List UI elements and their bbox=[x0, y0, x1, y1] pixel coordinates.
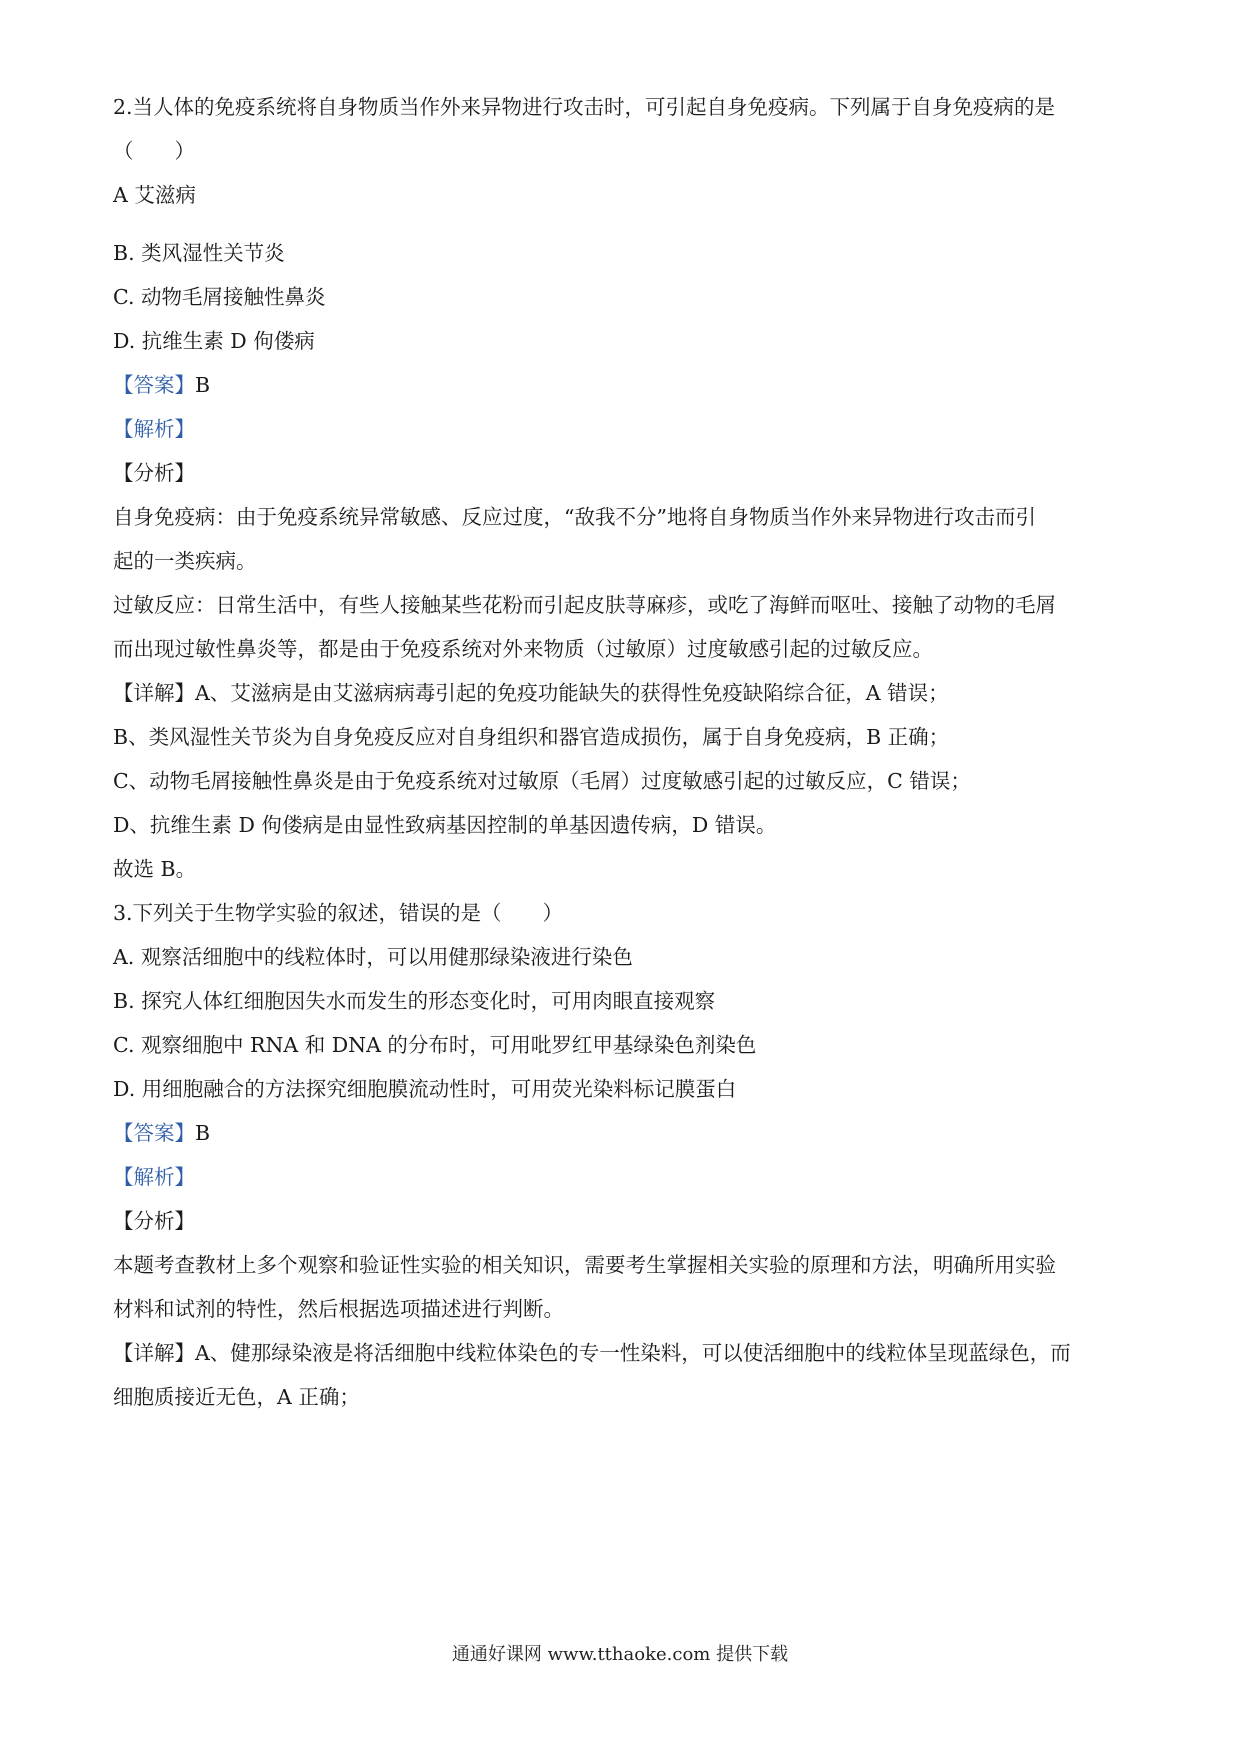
q3-jiexi-label: 【解析】 bbox=[113, 1165, 195, 1189]
q2-detail-line: C、动物毛屑接触性鼻炎是由于免疫系统对过敏原（毛屑）过度敏感引起的过敏反应，C 错误； bbox=[113, 769, 971, 793]
q3-option-a: A. 观察活细胞中的线粒体时，可以用健那绿染液进行染色 bbox=[113, 945, 633, 969]
q2-option-d: D. 抗维生素 D 佝偻病 bbox=[113, 329, 315, 353]
q3-option-c: C. 观察细胞中 RNA 和 DNA 的分布时，可用吡罗红甲基绿染色剂染色 bbox=[113, 1033, 757, 1057]
answer-label: 【答案】 bbox=[113, 373, 195, 397]
q3-detail-line: 细胞质接近无色，A 正确； bbox=[113, 1385, 360, 1409]
q3-answer bbox=[113, 1120, 210, 1147]
q3-option-d: D. 用细胞融合的方法探究细胞膜流动性时，可用荧光染料标记膜蛋白 bbox=[113, 1077, 737, 1101]
answer-label: 【答案】 bbox=[113, 1121, 195, 1145]
q2-blank: （ ） bbox=[113, 139, 195, 163]
q2-detail-line: 【详解】A、艾滋病是由艾滋病病毒引起的免疫功能缺失的获得性免疫缺陷综合征，A 错误； bbox=[113, 681, 949, 705]
q3-option-b: B. 探究人体红细胞因失水而发生的形态变化时，可用肉眼直接观察 bbox=[113, 989, 716, 1013]
page-footer: 通通好课网 www.tthaoke.com 提供下载 bbox=[451, 1644, 789, 1665]
q3-fenxi-label: 【分析】 bbox=[113, 1209, 195, 1233]
q2-fenxi-line: 起的一类疾病。 bbox=[113, 549, 257, 573]
q3-detail-line: 【详解】A、健那绿染液是将活细胞中线粒体染色的专一性染料，可以使活细胞中的线粒体呈现蓝绿色，而 bbox=[113, 1341, 1071, 1365]
q2-fenxi-label: 【分析】 bbox=[113, 461, 195, 485]
q2-jiexi-label: 【解析】 bbox=[113, 417, 195, 441]
answer-value: B bbox=[195, 1121, 211, 1145]
q2-answer bbox=[113, 372, 210, 399]
q2-stem: 2.当人体的免疫系统将自身物质当作外来异物进行攻击时，可引起自身免疫病。下列属于自身免疫病的是 bbox=[113, 95, 1056, 119]
q2-fenxi-line: 自身免疫病：由于免疫系统异常敏感、反应过度，“敌我不分”地将自身物质当作外来异物进行攻击而引 bbox=[113, 505, 1036, 529]
q2-fenxi-line: 而出现过敏性鼻炎等，都是由于免疫系统对外来物质（过敏原）过度敏感引起的过敏反应。 bbox=[113, 637, 933, 661]
q3-stem: 3.下列关于生物学实验的叙述，错误的是（ ） bbox=[113, 901, 564, 925]
q2-conclusion: 故选 B。 bbox=[113, 857, 197, 881]
answer-value: B bbox=[195, 373, 211, 397]
q2-option-b: B. 类风湿性关节炎 bbox=[113, 241, 285, 265]
q2-option-c: C. 动物毛屑接触性鼻炎 bbox=[113, 285, 326, 309]
q3-fenxi-line: 材料和试剂的特性，然后根据选项描述进行判断。 bbox=[113, 1297, 564, 1321]
q2-option-a: A 艾滋病 bbox=[113, 183, 196, 207]
q2-detail-line: D、抗维生素 D 佝偻病是由显性致病基因控制的单基因遗传病，D 错误。 bbox=[113, 813, 777, 837]
q2-fenxi-line: 过敏反应：日常生活中，有些人接触某些花粉而引起皮肤荨麻疹，或吃了海鲜而呕吐、接触了动物的毛屑 bbox=[113, 593, 1056, 617]
q3-fenxi-line: 本题考查教材上多个观察和验证性实验的相关知识，需要考生掌握相关实验的原理和方法，明确所用实验 bbox=[113, 1253, 1056, 1277]
q2-detail-line: B、类风湿性关节炎为自身免疫反应对自身组织和器官造成损伤，属于自身免疫病，B 正确； bbox=[113, 725, 950, 749]
